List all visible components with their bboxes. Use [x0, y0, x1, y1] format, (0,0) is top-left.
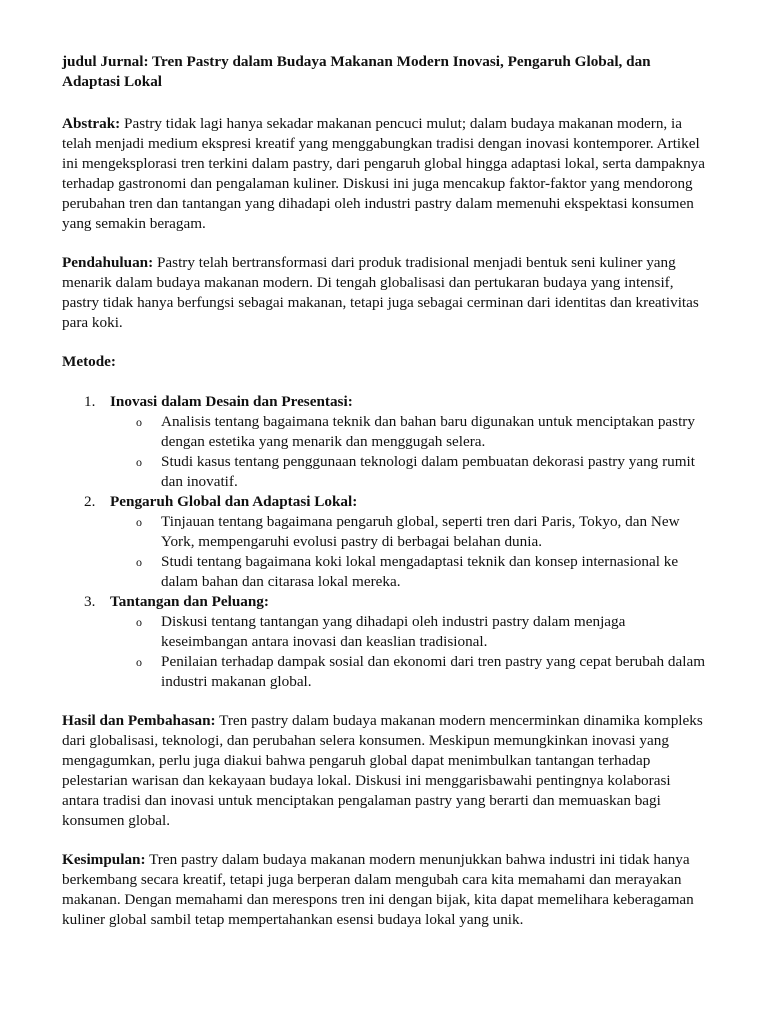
method-heading: Metode:: [62, 353, 116, 370]
circle-bullet-icon: o: [136, 555, 142, 569]
method-subpoint: [110, 612, 708, 652]
introduction-section: [62, 253, 708, 333]
method-item-number: 2.: [84, 493, 96, 510]
method-item-title: Tantangan dan Peluang:: [110, 593, 269, 610]
results-text: Tren pastry dalam budaya makanan modern mencerminkan dinamika kompleks dari globalisasi, teknologi, dan perubahan selera konsumen. Meskipun memungkinkan inovasi yang mengagumkan, perlu juga diakui bahwa pengaruh global dapat menimbulkan tantangan terhadap pelestarian warisan dan kekayaan budaya lokal. Diskusi ini menggarisbawahi pentingnya kolaborasi antara tradisi dan inovasi untuk menciptakan pengalaman pastry yang berarti dan memuaskan bagi konsumen global.: [62, 712, 703, 829]
method-subpoint-list: [110, 412, 708, 492]
abstract-section: [62, 114, 708, 234]
method-subpoint-list: [110, 612, 708, 692]
conclusion-text: Tren pastry dalam budaya makanan modern menunjukkan bahwa industri ini tidak hanya berkembang secara kreatif, tetapi juga berperan dalam mengubah cara kita memahami dan merayakan makanan. Dengan memahami dan merespons tren ini dengan bijak, kita dapat memelihara keberagaman kuliner global sambil tetap mempertahankan esensi budaya lokal yang unik.: [62, 851, 694, 928]
introduction-text: Pastry telah bertransformasi dari produk tradisional menjadi bentuk seni kuliner yang menarik dalam budaya makanan modern. Di tengah globalisasi dan pertukaran budaya yang intensif, pastry tidak hanya berfungsi sebagai makanan, tetapi juga sebagai cerminan dari identitas dan kreativitas para koki.: [62, 254, 699, 331]
abstract-label: Abstrak:: [62, 115, 121, 132]
method-subpoint-list: [110, 512, 708, 592]
method-item-number: 1.: [84, 393, 96, 410]
method-item-number: 3.: [84, 593, 96, 610]
method-subpoint-text: Diskusi tentang tantangan yang dihadapi oleh industri pastry dalam menjaga keseimbangan antara inovasi dan keaslian tradisional.: [161, 613, 626, 650]
circle-bullet-icon: o: [136, 415, 142, 429]
method-subpoint: [110, 652, 708, 692]
conclusion-section: [62, 850, 708, 930]
conclusion-label: Kesimpulan:: [62, 851, 146, 868]
abstract-text: Pastry tidak lagi hanya sekadar makanan pencuci mulut; dalam budaya makanan modern, ia telah menjadi medium ekspresi kreatif yang menggabungkan tradisi dengan inovasi kontemporer. Artikel ini mengeksplorasi tren terkini dalam pastry, dari pengaruh global hingga adaptasi lokal, serta dampaknya terhadap gastronomi dan pengalaman kuliner. Diskusi ini juga mencakup faktor-faktor yang mendorong perubahan tren dan tantangan yang dihadapi oleh industri pastry dalam memenuhi ekspektasi konsumen yang semakin beragam.: [62, 115, 706, 232]
method-subpoint: [110, 512, 708, 552]
results-label: Hasil dan Pembahasan:: [62, 712, 216, 729]
method-item: [62, 592, 708, 692]
method-subpoint-text: Studi tentang bagaimana koki lokal mengadaptasi teknik dan konsep internasional ke dalam bahan dan citarasa lokal mereka.: [161, 553, 679, 590]
circle-bullet-icon: o: [136, 455, 142, 469]
method-subpoint: [110, 452, 708, 492]
method-item: [62, 392, 708, 492]
method-item-title: Inovasi dalam Desain dan Presentasi:: [110, 393, 353, 410]
results-section: [62, 711, 708, 831]
method-subpoint-text: Analisis tentang bagaimana teknik dan bahan baru digunakan untuk menciptakan pastry dengan estetika yang menarik dan menggugah selera.: [161, 413, 695, 450]
circle-bullet-icon: o: [136, 655, 142, 669]
method-subpoint-text: Penilaian terhadap dampak sosial dan ekonomi dari tren pastry yang cepat berubah dalam industri makanan global.: [161, 653, 706, 690]
circle-bullet-icon: o: [136, 615, 142, 629]
method-subpoint-text: Studi kasus tentang penggunaan teknologi dalam pembuatan dekorasi pastry yang rumit dan inovatif.: [161, 453, 695, 490]
method-item-title: Pengaruh Global dan Adaptasi Lokal:: [110, 493, 358, 510]
introduction-label: Pendahuluan:: [62, 254, 154, 271]
circle-bullet-icon: o: [136, 515, 142, 529]
method-list: [62, 392, 708, 692]
method-subpoint: [110, 552, 708, 592]
method-item: [62, 492, 708, 592]
method-subpoint-text: Tinjauan tentang bagaimana pengaruh global, seperti tren dari Paris, Tokyo, dan New York, mempengaruhi evolusi pastry di berbagai belahan dunia.: [161, 513, 680, 550]
method-subpoint: [110, 412, 708, 452]
journal-title: judul Jurnal: Tren Pastry dalam Budaya Makanan Modern Inovasi, Pengaruh Global, dan Adaptasi Lokal: [62, 53, 651, 90]
